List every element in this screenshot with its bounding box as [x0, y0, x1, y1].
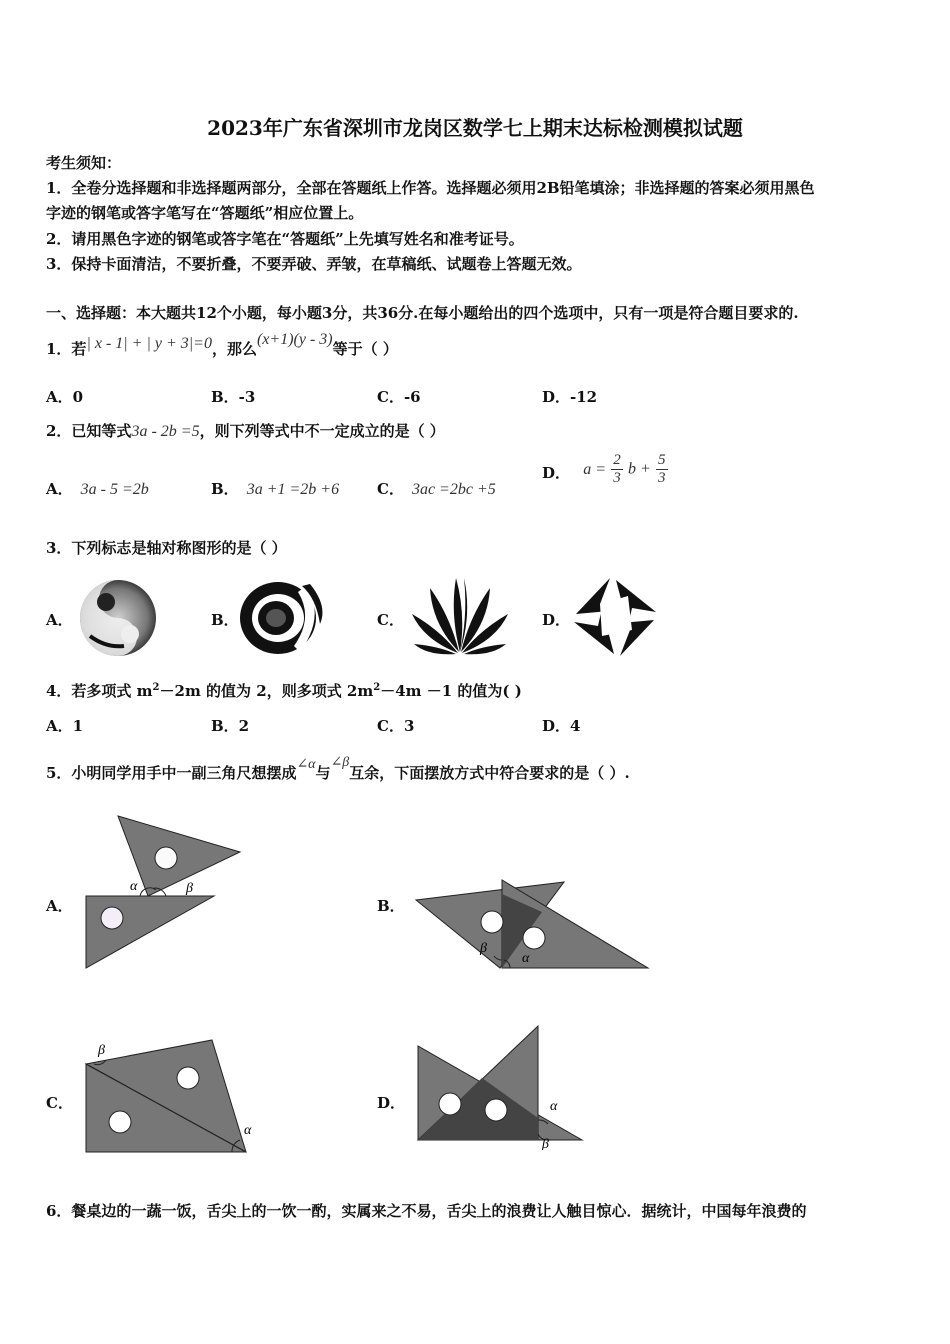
notes-line-2: 2．请用黑色字迹的钢笔或答字笔在“答题纸”上先填写姓名和准考证号。	[46, 230, 524, 248]
q2-option-b[interactable]	[211, 478, 339, 499]
q5-figure-b[interactable]	[410, 876, 655, 974]
q4-option-b[interactable]: B．2	[211, 717, 250, 735]
q1-suffix: 等于（ ）	[332, 340, 398, 358]
q5-d-beta-label: β	[542, 1137, 549, 1150]
q5-suffix: 互余，下面摆放方式中符合要求的是（ ）.	[349, 764, 630, 782]
q5-figure-c[interactable]	[80, 1036, 260, 1158]
q5-angle-beta: ∠β	[330, 755, 350, 770]
q3-logo-c[interactable]	[410, 574, 510, 656]
q5-a-beta-label: β	[186, 881, 193, 896]
q5-label-c[interactable]: C．	[46, 1094, 73, 1112]
q2-expr-b: 3a +1 =2b +6	[246, 481, 340, 498]
q2-label-a: A．	[46, 480, 73, 498]
q1-option-a[interactable]: A．0	[46, 388, 84, 406]
q1-prefix: 1．若	[46, 340, 87, 358]
q4-sup-2: 2	[373, 682, 381, 693]
q2-d-lhs: a =	[583, 460, 607, 478]
q3-logo-b[interactable]	[236, 576, 324, 660]
q1-expr-product: (x+1)(y - 3)	[256, 331, 333, 348]
notes-line-1b: 字迹的钢笔或答字笔写在“答题纸”相应位置上。	[46, 204, 364, 222]
q4-option-a[interactable]: A．1	[46, 717, 84, 735]
q2-prefix: 2．已知等式	[46, 422, 132, 440]
q3-logo-a[interactable]	[76, 576, 160, 660]
notes-heading: 考生须知：	[46, 154, 122, 172]
q2-label-b: B．	[211, 480, 239, 498]
q2-d-frac2-num: 5	[658, 452, 666, 468]
q5-d-alpha-label: α	[550, 1099, 558, 1114]
q5-stem	[46, 755, 630, 783]
q2-expr-a: 3a - 5 =2b	[80, 481, 149, 498]
q5-figure-d[interactable]	[412, 1022, 592, 1150]
page-title: 2023年广东省深圳市龙岗区数学七上期末达标检测模拟试题	[207, 116, 743, 140]
notes-line-3: 3．保持卡面清洁，不要折叠，不要弄破、弄皱，在草稿纸、试题卷上答题无效。	[46, 255, 582, 273]
q4-mid1: －2m 的值为 2，则多项式 2m	[159, 682, 374, 700]
q4-sup-1: 2	[152, 682, 160, 693]
q2-option-a[interactable]	[46, 478, 149, 499]
q5-label-d[interactable]: D．	[377, 1094, 406, 1112]
q5-label-b[interactable]: B．	[377, 897, 405, 915]
q3-label-a[interactable]: A．	[46, 611, 73, 629]
q1-option-d[interactable]: D．-12	[542, 388, 598, 406]
q2-label-d: D．	[542, 463, 571, 482]
q5-mid: 与	[315, 764, 331, 782]
q2-option-d[interactable]	[542, 452, 668, 487]
q2-option-c[interactable]	[377, 478, 496, 499]
q2-d-fraction-2	[656, 452, 668, 487]
q5-angle-alpha: ∠α	[296, 757, 316, 772]
q1-option-c[interactable]: C．-6	[377, 388, 421, 406]
q2-d-frac1-num: 2	[613, 452, 621, 468]
q2-stem	[46, 420, 445, 441]
q2-expr-c: 3ac =2bc +5	[411, 481, 496, 498]
q2-d-fraction-1	[611, 452, 623, 487]
q5-prefix: 5．小明同学用手中一副三角尺想摆成	[46, 764, 297, 782]
section-heading: 一、选择题：本大题共12个小题，每小题3分，共36分.在每小题给出的四个选项中，只有一项是符合题目要求的.	[46, 304, 799, 322]
q5-b-beta-label: β	[480, 941, 487, 956]
q5-a-alpha-label: α	[130, 879, 138, 894]
q4-option-c[interactable]: C．3	[377, 717, 415, 735]
q5-b-alpha-label: α	[522, 951, 530, 966]
q1-mid: ，那么	[211, 340, 257, 358]
q2-expr: 3a - 2b =5	[131, 423, 200, 440]
q5-c-beta-label: β	[98, 1043, 105, 1058]
q4-stem	[46, 680, 522, 701]
q3-stem: 3．下列标志是轴对称图形的是（ ）	[46, 539, 287, 557]
q2-suffix: ，则下列等式中不一定成立的是（ ）	[199, 422, 445, 440]
q5-figure-a[interactable]	[80, 812, 250, 974]
q2-label-c: C．	[377, 480, 404, 498]
q3-label-d[interactable]: D．	[542, 611, 571, 629]
q1-expr-abs: | x - 1| + | y + 3|=0	[86, 335, 212, 352]
q1-option-b[interactable]: B．-3	[211, 388, 256, 406]
q4-mid2: －4m －1 的值为( )	[380, 682, 522, 700]
q2-d-frac1-den: 3	[613, 470, 621, 486]
q4-option-d[interactable]: D．4	[542, 717, 581, 735]
q3-label-b[interactable]: B．	[211, 611, 239, 629]
q2-d-frac2-den: 3	[658, 470, 666, 486]
q4-prefix: 4．若多项式 m	[46, 682, 153, 700]
q3-label-c[interactable]: C．	[377, 611, 404, 629]
q5-label-a[interactable]: A．	[46, 897, 73, 915]
q6-stem: 6．餐桌边的一蔬一饭，舌尖上的一饮一酌，实属来之不易，舌尖上的浪费让人触目惊心．据统计，中国每年浪费的	[46, 1202, 807, 1220]
notes-line-1a: 1．全卷分选择题和非选择题两部分，全部在答题纸上作答。选择题必须用2B铅笔填涂；非选择题的答案必须用黑色	[46, 179, 815, 197]
q5-c-alpha-label: α	[244, 1123, 252, 1138]
q2-d-mid: b +	[628, 460, 651, 478]
q1-stem	[46, 331, 398, 359]
q3-logo-d[interactable]	[570, 574, 660, 660]
